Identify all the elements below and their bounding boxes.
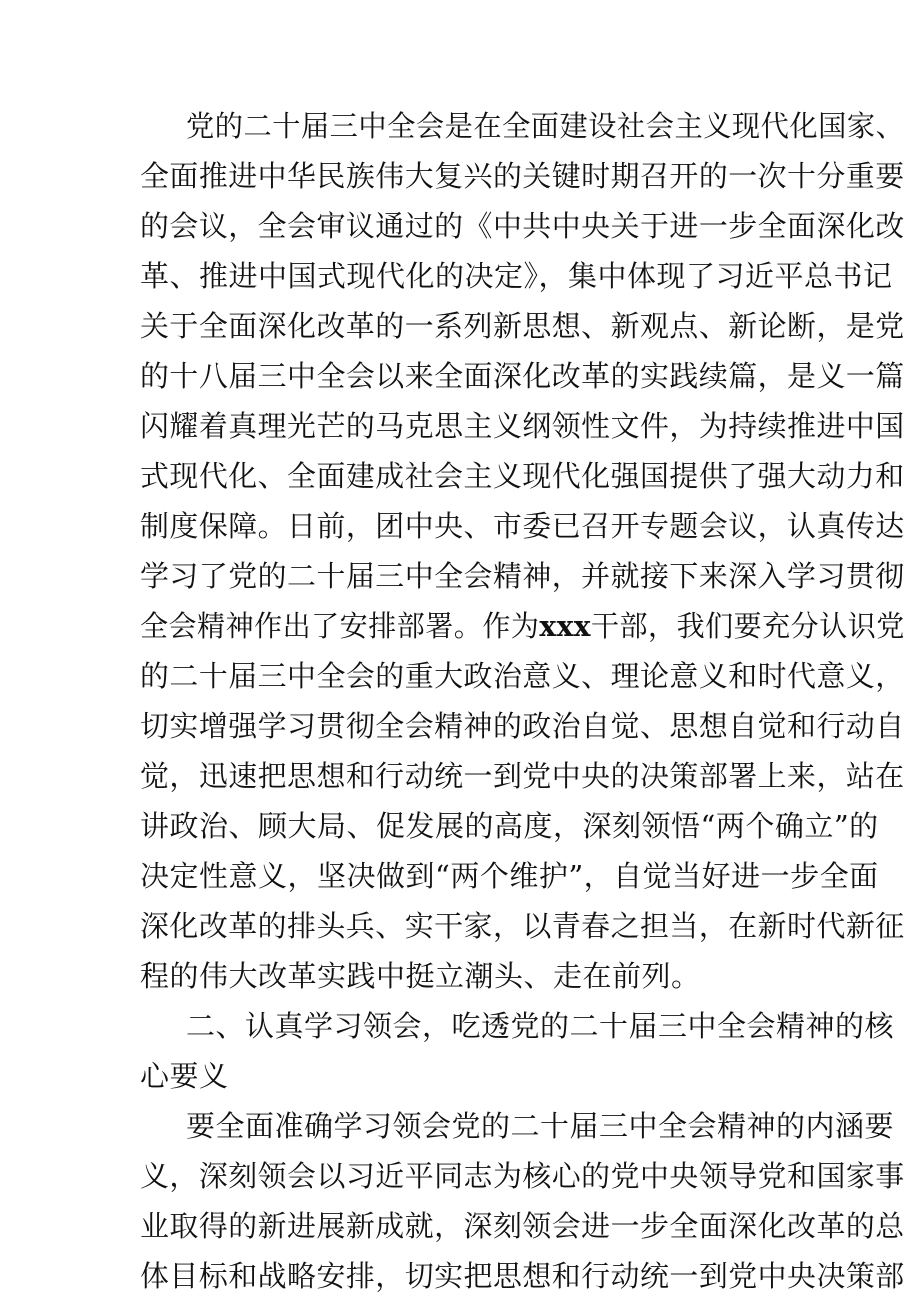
paragraph-1-line-1: 党的二十届三中全会是在全面建设社会主义现代化国家、 — [186, 109, 905, 143]
section-heading-2-line-2: 心要义 — [140, 1059, 229, 1093]
paragraph-1-line-3: 的会议，全会审议通过的《中共中央关于进一步全面深化改 — [140, 209, 905, 243]
paragraph-1-line-10: 学习了党的二十届三中全会精神，并就接下来深入学习贯彻 — [140, 559, 905, 593]
paragraph-1-line-18: 程的伟大改革实践中挺立潮头、走在前列。 — [140, 959, 701, 993]
paragraph-2-line-2: 义，深刻领会以习近平同志为核心的党中央领导党和国家事 — [140, 1159, 905, 1193]
paragraph-1-line-12: 的二十届三中全会的重大政治意义、理论意义和时代意义， — [140, 659, 905, 693]
paragraph-1-line-2: 全面推进中华民族伟大复兴的关键时期召开的一次十分重要 — [140, 159, 905, 193]
paragraph-1-line-7: 闪耀着真理光芒的马克思主义纲领性文件，为持续推进中国 — [140, 409, 905, 443]
paragraph-1-line-15: 讲政治、顾大局、促发展的高度，深刻领悟“两个确立”的 — [140, 809, 879, 843]
paragraph-1-line-8: 式现代化、全面建成社会主义现代化强国提供了强大动力和 — [140, 459, 905, 493]
paragraph-1-line-14: 觉，迅速把思想和行动统一到党中央的决策部署上来，站在 — [140, 759, 905, 793]
paragraph-1-line-11 — [140, 606, 905, 646]
paragraph-1-line-5: 关于全面深化改革的一系列新思想、新观点、新论断，是党 — [140, 309, 905, 343]
paragraph-2-line-1: 要全面准确学习领会党的二十届三中全会精神的内涵要 — [186, 1109, 895, 1143]
section-heading-2-line-1: 二、认真学习领会，吃透党的二十届三中全会精神的核 — [186, 1009, 895, 1043]
paragraph-1-line-11-b: 干部，我们要充分认识党 — [590, 609, 905, 643]
paragraph-1-line-16: 决定性意义，坚决做到“两个维护”，自觉当好进一步全面 — [140, 859, 879, 893]
paragraph-1-line-6: 的十八届三中全会以来全面深化改革的实践续篇，是义一篇 — [140, 359, 905, 393]
paragraph-1-line-11-a: 全会精神作出了安排部署。作为 — [140, 609, 540, 643]
paragraph-1-line-9: 制度保障。日前，团中央、市委已召开专题会议，认真传达 — [140, 509, 905, 543]
paragraph-1-line-4: 革、推进中国式现代化的决定》，集中体现了习近平总书记 — [140, 259, 893, 293]
paragraph-2-line-4: 体目标和战略安排，切实把思想和行动统一到党中央决策部 — [140, 1259, 905, 1293]
paragraph-1-line-17: 深化改革的排头兵、实干家，以青春之担当，在新时代新征 — [140, 909, 905, 943]
paragraph-1-line-13: 切实增强学习贯彻全会精神的政治自觉、思想自觉和行动自 — [140, 709, 905, 743]
paragraph-2-line-3: 业取得的新进展新成就，深刻领会进一步全面深化改革的总 — [140, 1209, 905, 1243]
paragraph-1-line-11-xxx: xxx — [539, 609, 591, 643]
